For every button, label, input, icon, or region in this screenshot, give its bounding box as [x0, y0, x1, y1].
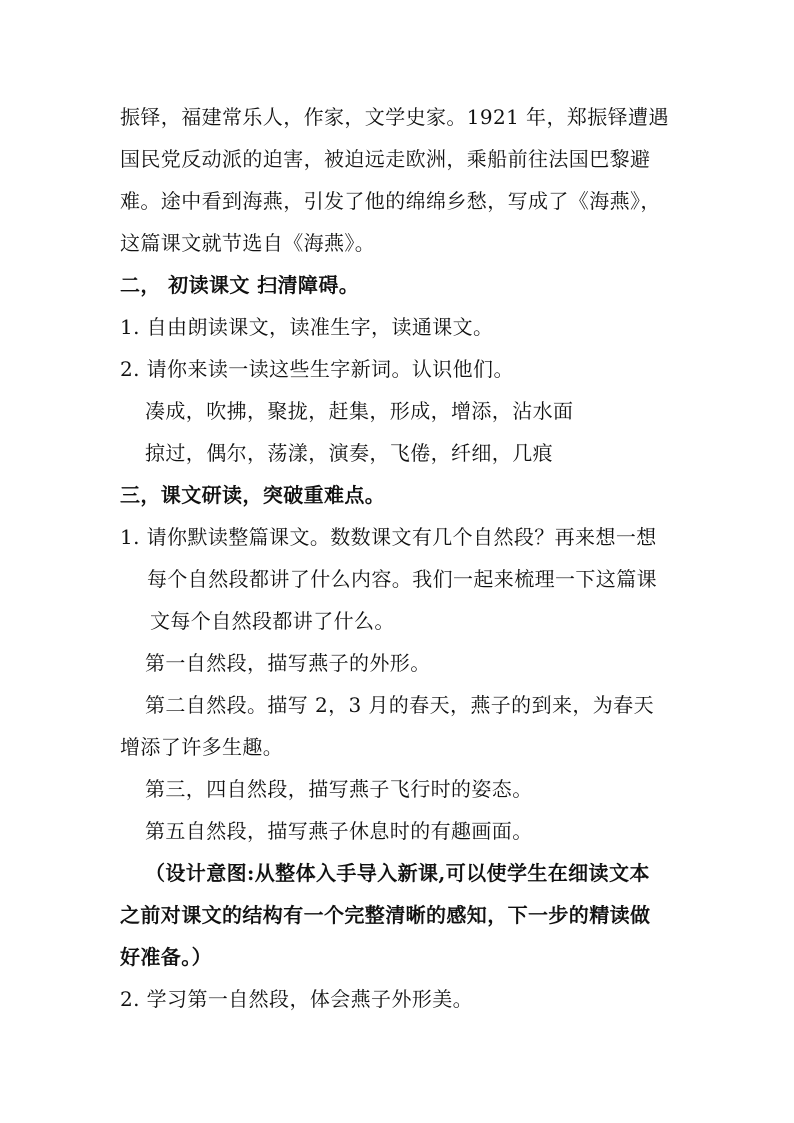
design-intent-line-3: 好准备。） [120, 945, 212, 969]
paragraph-summary-2-line-1: 第二自然段。描写 2，3 月的春天，燕子的到来，为春天 [145, 693, 654, 717]
section-heading-2: 二， 初读课文 扫清障碍。 [120, 273, 360, 297]
paragraph-summary-1: 第一自然段，描写燕子的外形。 [145, 651, 431, 675]
paragraph-author-line-3: 难。途中看到海燕，引发了他的绵绵乡愁，写成了《海燕》， [120, 189, 661, 213]
list-item-1: 1. 自由朗读课文，读准生字，读通课文。 [120, 315, 494, 339]
paragraph-summary-3: 第三，四自然段，描写燕子飞行时的姿态。 [145, 777, 533, 801]
paragraph-author-line-2: 国民党反动派的迫害，被迫远走欧洲，乘船前往法国巴黎避 [120, 147, 651, 171]
paragraph-summary-2-line-2: 增添了许多生趣。 [120, 735, 284, 759]
task-1-line-2: 每个自然段都讲了什么内容。我们一起来梳理一下这篇课 [147, 567, 657, 591]
vocabulary-line-2: 掠过，偶尔，荡漾，演奏，飞倦，纤细，几痕 [145, 441, 553, 465]
design-intent-line-2: 之前对课文的结构有一个完整清晰的感知，下一步的精读做 [120, 903, 651, 927]
list-item-2: 2. 请你来读一读这些生字新词。认识他们。 [120, 357, 514, 381]
section-heading-3: 三，课文研读，突破重难点。 [120, 483, 386, 507]
task-1-line-1: 1. 请你默读整篇课文。数数课文有几个自然段？再来想一想 [120, 525, 657, 549]
task-1-line-3: 文每个自然段都讲了什么。 [150, 609, 395, 633]
task-2-heading: 2. 学习第一自然段，体会燕子外形美。 [120, 987, 474, 1011]
paragraph-author-line-1: 振铎，福建常乐人，作家，文学史家。1921 年，郑振铎遭遇 [120, 105, 669, 129]
vocabulary-line-1: 凑成，吹拂，聚拢，赶集，形成，增添，沾水面 [145, 399, 574, 423]
paragraph-author-line-4: 这篇课文就节选自《海燕》。 [120, 231, 376, 255]
design-intent-line-1: （设计意图:从整体入手导入新课,可以使学生在细读文本 [145, 861, 650, 885]
paragraph-summary-4: 第五自然段，描写燕子休息时的有趣画面。 [145, 819, 533, 843]
